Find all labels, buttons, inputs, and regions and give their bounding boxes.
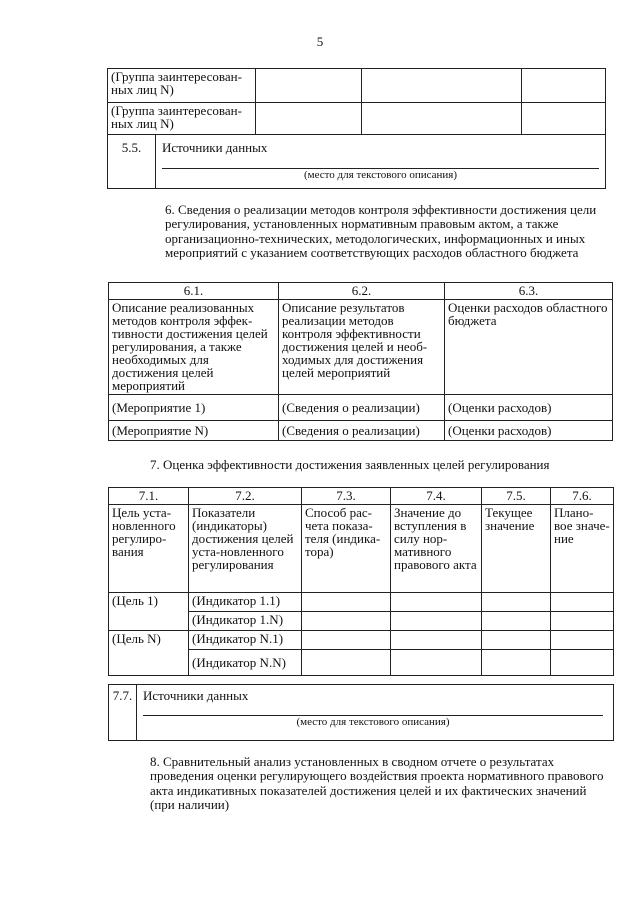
section8-title: 8. Сравнительный анализ установленных в сводном отчете о результатах проведения оценки регулирующего воздействия проекта нормативного правового акта индикативных показателей достижения целей и их фактических значений (при наличии) — [150, 754, 604, 812]
table-section5 — [107, 68, 606, 135]
activity-cell: (Мероприятие 1) — [109, 395, 279, 421]
sources-label: Источники данных — [162, 140, 268, 155]
header-7-4: 7.4. — [391, 488, 482, 505]
sources-label: Источники данных — [143, 688, 249, 703]
header-6-2: 6.2. — [279, 283, 445, 300]
expense-cell: (Оценки расходов) — [445, 395, 613, 421]
desc-7-4: Значение до вступления в силу нор-мативного правового акта — [391, 505, 482, 593]
activity-cell: (Мероприятие N) — [109, 421, 279, 441]
indicator-cell: (Индикатор N.1) — [189, 631, 302, 650]
expense-cell: (Оценки расходов) — [445, 421, 613, 441]
indicator-cell: (Индикатор 1.N) — [189, 612, 302, 631]
indicator-cell: (Индикатор N.N) — [189, 650, 302, 676]
desc-7-1: Цель уста-новленного регулиро-вания — [109, 505, 189, 593]
desc-7-5: Текущее значение — [482, 505, 551, 593]
table-section6 — [108, 282, 613, 441]
desc-7-2: Показатели (индикаторы) достижения целей уста-новленного регулирования — [189, 505, 302, 593]
goal-cell: (Цель 1) — [109, 593, 189, 612]
header-7-5: 7.5. — [482, 488, 551, 505]
table-section7 — [108, 487, 614, 676]
implementation-cell: (Сведения о реализации) — [279, 421, 445, 441]
sources-7-7 — [108, 684, 614, 741]
desc-6-3: Оценки расходов областного бюджета — [445, 300, 613, 395]
text-line — [162, 154, 599, 169]
header-7-6: 7.6. — [551, 488, 614, 505]
text-placeholder-caption: (место для текстового описания) — [303, 169, 458, 181]
sources-number: 5.5. — [108, 135, 156, 189]
header-7-3: 7.3. — [302, 488, 391, 505]
sources-number: 7.7. — [109, 685, 137, 741]
header-6-3: 6.3. — [445, 283, 613, 300]
page-number: 5 — [316, 34, 324, 49]
header-6-1: 6.1. — [109, 283, 279, 300]
desc-7-3: Способ рас-чета показа-теля (индика-тора) — [302, 505, 391, 593]
section7-title: 7. Оценка эффективности достижения заявленных целей регулирования — [150, 457, 550, 472]
desc-7-6: Плано-вое значе-ние — [551, 505, 614, 593]
stakeholder-group-cell: (Группа заинтересован-ных лиц N) — [108, 103, 256, 135]
desc-6-1: Описание реализованных методов контроля эффек-тивности достижения целей регулирования, а также необходимых для достижения целей мероприятий — [109, 300, 279, 395]
text-line — [143, 702, 603, 716]
sources-5-5 — [107, 134, 606, 189]
desc-6-2: Описание результатов реализации методов контроля эффективности достижения целей и необ-ходимых для достижения целей мероприятий — [279, 300, 445, 395]
goal-cell: (Цель N) — [109, 631, 189, 650]
text-placeholder-caption: (место для текстового описания) — [296, 716, 450, 728]
implementation-cell: (Сведения о реализации) — [279, 395, 445, 421]
header-7-2: 7.2. — [189, 488, 302, 505]
stakeholder-group-cell: (Группа заинтересован-ных лиц N) — [108, 69, 256, 103]
header-7-1: 7.1. — [109, 488, 189, 505]
section6-title: 6. Сведения о реализации методов контроля эффективности достижения цели регулирования, установленных нормативным правовым актом, а также организационно-технических, методологических, информационных и иных мероприятий с указанием соответствующих расходов областного бюджета — [165, 202, 597, 260]
indicator-cell: (Индикатор 1.1) — [189, 593, 302, 612]
